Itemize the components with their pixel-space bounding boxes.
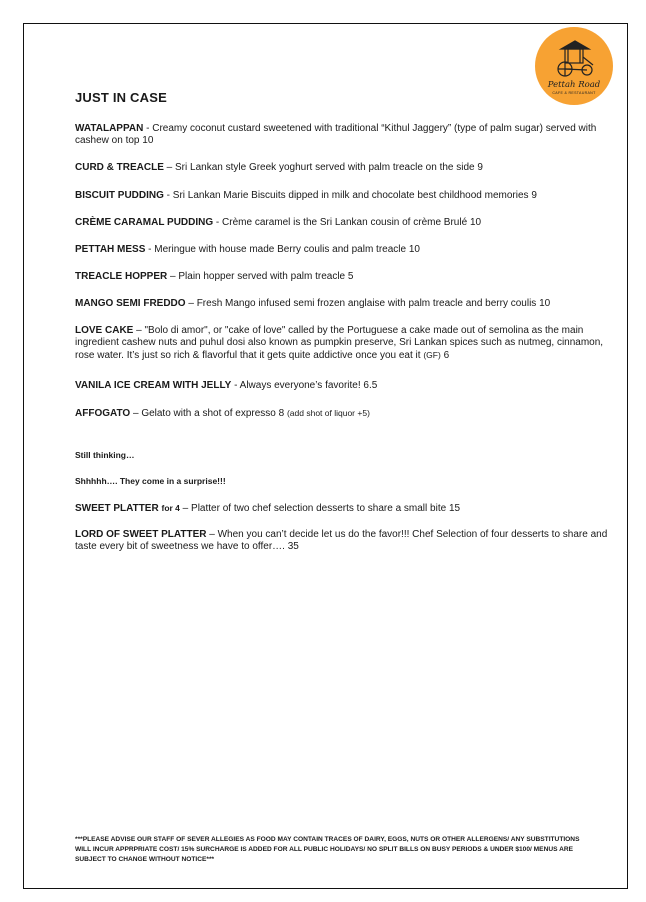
menu-item-love-cake: LOVE CAKE – "Bolo di amor", or "cake of love" called by the Portuguese a cake made out of semolina as the main ingredient cashew nuts and puhul dosi also known as pumpkin preserve, Sri Lankan spices such as nutmeg, cinnamon, rose water. It’s just so rich & flavorful that it gets quite addictive once you eat it (GF) 6 xyxy=(75,325,604,361)
item-price: 6 xyxy=(443,350,450,361)
restaurant-logo xyxy=(535,27,613,105)
item-note: (add shot of liquor +5) xyxy=(286,408,370,418)
item-price: 10 xyxy=(469,217,482,228)
item-name: MANGO SEMI FREDDO xyxy=(75,298,186,309)
item-name: TREACLE HOPPER xyxy=(75,271,168,282)
item-description: Platter of two chef selection desserts to share a small bite xyxy=(191,503,447,514)
menu-item-sweet-platter: SWEET PLATTER for 4 – Platter of two chef selection desserts to share a small bite 15 xyxy=(75,503,461,514)
menu-item-creme-caramal: CRÈME CARAMAL PUDDING - Crème caramel is the Sri Lankan cousin of crème Brulé 10 xyxy=(75,217,482,228)
still-thinking-heading: Still thinking… xyxy=(75,450,135,460)
menu-item-vanila-ice-cream: VANILA ICE CREAM WITH JELLY - Always everyone’s favorite! 6.5 xyxy=(75,380,378,391)
gluten-free-tag: (GF) xyxy=(423,350,441,360)
item-price: 8 xyxy=(278,408,285,419)
item-name: BISCUIT PUDDING xyxy=(75,190,164,201)
item-description: Meringue with house made Berry coulis and palm treacle xyxy=(154,244,407,255)
item-name: CURD & TREACLE xyxy=(75,162,164,173)
item-name: AFFOGATO xyxy=(75,408,131,419)
menu-item-mango-semi-freddo: MANGO SEMI FREDDO – Fresh Mango infused semi frozen anglaise with palm treacle and berry coulis 10 xyxy=(75,298,551,309)
item-price: 10 xyxy=(408,244,420,255)
item-price: 9 xyxy=(531,190,537,201)
item-description: Plain hopper served with palm treacle xyxy=(178,271,346,282)
item-name: LORD OF SWEET PLATTER xyxy=(75,529,207,540)
item-price: 10 xyxy=(142,135,154,146)
item-name: LOVE CAKE xyxy=(75,325,134,336)
item-description: Crème caramel is the Sri Lankan cousin of crème Brulé xyxy=(222,217,468,228)
menu-item-biscuit-pudding: BISCUIT PUDDING - Sri Lankan Marie Biscuits dipped in milk and chocolate best childhood memories 9 xyxy=(75,190,537,201)
item-description: Sri Lankan Marie Biscuits dipped in milk and chocolate best childhood memories xyxy=(172,190,529,201)
menu-item-treacle-hopper: TREACLE HOPPER – Plain hopper served with palm treacle 5 xyxy=(75,271,354,282)
item-name: WATALAPPAN xyxy=(75,123,144,134)
item-name: CRÈME CARAMAL PUDDING xyxy=(75,217,214,228)
allergy-disclaimer: ***PLEASE ADVISE OUR STAFF OF SEVER ALLEGIES AS FOOD MAY CONTAIN TRACES OF DAIRY, EGGS, NUTS OR OTHER ALLERGENS/ ANY SUBSTITUTIONS WILL INCUR APPRPRIATE COST/ 15% SURCHARGE IS ADDED FOR ALL PUBLIC HOLIDAYS/ NO SPLIT BILLS ON BUSY PERIODS & UNDER $100/ MENUS ARE SUBJECT TO CHANGE WITHOUT NOTICE*** xyxy=(75,836,580,863)
item-description: Fresh Mango infused semi frozen anglaise with palm treacle and berry coulis xyxy=(196,298,537,309)
menu-item-watalappan: WATALAPPAN - Creamy coconut custard sweetened with traditional “Kithul Jaggery” (type of palm sugar) served with cashew on top 10 xyxy=(75,123,597,146)
surprise-heading: Shhhhh…. They come in a surprise!!! xyxy=(75,476,226,486)
menu-item-pettah-mess: PETTAH MESS - Meringue with house made Berry coulis and palm treacle 10 xyxy=(75,244,420,255)
item-price: 15 xyxy=(448,503,461,514)
item-description: Creamy coconut custard sweetened with traditional “Kithul Jaggery” (type of palm sugar) served with cashew on top xyxy=(75,123,597,146)
item-description: Always everyone’s favorite! xyxy=(239,380,361,391)
section-title: JUST IN CASE xyxy=(75,90,167,105)
menu-item-affogato: AFFOGATO – Gelato with a shot of expresso 8 (add shot of liquor +5) xyxy=(75,408,370,419)
menu-item-lord-of-sweet-platter: LORD OF SWEET PLATTER – When you can’t decide let us do the favor!!! Chef Selection of four desserts to share and taste every bit of sweetness we have to offer…. 35 xyxy=(75,529,608,552)
item-price: 9 xyxy=(477,162,483,173)
item-price: 6.5 xyxy=(363,380,378,391)
item-name: PETTAH MESS xyxy=(75,244,146,255)
item-qualifier: for 4 xyxy=(161,503,180,513)
item-description: When you can’t decide let us do the favor!!! Chef Selection of four desserts to share and taste every bit of sweetness we have to offer…. xyxy=(75,529,608,552)
item-price: 10 xyxy=(539,298,551,309)
item-price: 35 xyxy=(287,541,299,552)
item-price: 5 xyxy=(347,271,354,282)
logo-name: Pettah Road xyxy=(547,80,601,90)
item-description: Gelato with a shot of expresso xyxy=(141,408,276,419)
item-name: VANILA ICE CREAM WITH JELLY xyxy=(75,380,232,391)
item-name: SWEET PLATTER xyxy=(75,503,159,514)
logo-subtitle: CAFE & RESTAURANT xyxy=(552,91,596,95)
item-description: "Bolo di amor", or "cake of love" called by the Portuguese a cake made out of semolina as the main ingredient cashew nuts and puhul dosi also known as pumpkin preserve, Sri Lankan spices such as nutmeg, cinnamon, rose water. It’s just so rich & flavorful that it gets quite addictive once you eat it xyxy=(75,325,604,361)
item-description: Sri Lankan style Greek yoghurt served with palm treacle on the side xyxy=(175,162,475,173)
menu-item-curd-treacle: CURD & TREACLE – Sri Lankan style Greek yoghurt served with palm treacle on the side 9 xyxy=(75,162,483,173)
